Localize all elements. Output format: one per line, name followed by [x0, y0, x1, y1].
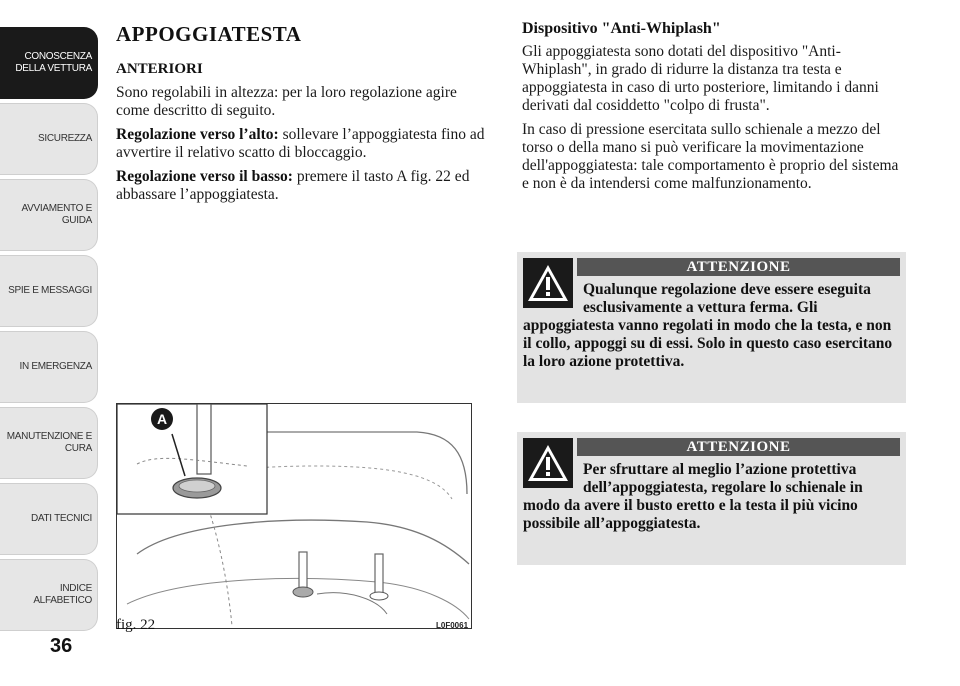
warning-heading: ATTENZIONE [577, 438, 900, 456]
tab-label: SICUREZZA [38, 133, 92, 144]
tab-label: CONOSCENZA DELLA VETTURA [15, 51, 92, 74]
warning-text-content: Per sfruttare al meglio l’azione protettiva dell’appoggiatesta, regolare lo schienale in modo da avere il busto eretto e la testa il più vicino possibile all’appoggiatesta. [523, 461, 863, 532]
right-column [522, 20, 908, 199]
adjust-down-text: premere il tasto A fig. 22 ed abbassare l’appoggiatesta. [116, 168, 470, 203]
adjust-up-label: Regolazione verso l’alto: [116, 126, 279, 143]
figure-code: L0F0061 [436, 621, 469, 630]
adjust-up-paragraph [116, 126, 488, 162]
tab-sicurezza[interactable] [0, 103, 98, 175]
tab-label: IN EMERGENZA [19, 361, 92, 372]
tab-label: INDICE ALFABETICO [33, 583, 92, 606]
headrest-figure [116, 403, 472, 629]
section-title: APPOGGIATESTA [116, 22, 302, 46]
tab-label: DATI TECNICI [30, 513, 92, 524]
warning-heading: ATTENZIONE [577, 258, 900, 276]
subsection-title: ANTERIORI [116, 61, 203, 77]
anti-whiplash-heading: Dispositivo "Anti-Whiplash" [522, 20, 721, 37]
headrest-illustration [117, 404, 471, 628]
warning-text [523, 461, 900, 533]
anti-whiplash-paragraph-2: In caso di pressione esercitata sullo schienale a mezzo del torso o della mano si può verificare la movimentazione dell'appoggiatesta: tale comportamento è proprio del sistema e non è da intendersi come malfunzionamento. [522, 121, 899, 192]
callout-a [151, 408, 173, 430]
tab-label: SPIE E MESSAGGI [8, 285, 92, 296]
tab-manutenzione-e-cura[interactable] [0, 407, 98, 479]
tab-in-emergenza[interactable] [0, 331, 98, 403]
tab-label: AVVIAMENTO E GUIDA [21, 203, 92, 226]
tab-conoscenza-della-vettura[interactable] [0, 27, 98, 99]
intro-paragraph: Sono regolabili in altezza: per la loro regolazione agire come descritto di seguito. [116, 84, 457, 119]
page-number: 36 [50, 635, 73, 657]
adjust-up-text: sollevare l’appoggiatesta fino ad avvertire il relativo scatto di bloccaggio. [116, 126, 485, 161]
tab-dati-tecnici[interactable] [0, 483, 98, 555]
warning-box-2 [517, 432, 906, 565]
warning-box-1 [517, 252, 906, 403]
callout-label: A [156, 411, 168, 427]
warning-text [523, 281, 900, 371]
warning-text-content: Qualunque regolazione deve essere eseguita esclusivamente a vettura ferma. Gli appoggiatesta vanno regolati in modo che la testa, e non il collo, appoggi su di essi. Solo in questo caso esercitano la loro azione protettiva. [523, 281, 893, 370]
tab-spie-e-messaggi[interactable] [0, 255, 98, 327]
left-column [116, 22, 488, 210]
adjust-down-label: Regolazione verso il basso: [116, 168, 293, 185]
tab-indice-alfabetico[interactable] [0, 559, 98, 631]
anti-whiplash-paragraph-1: Gli appoggiatesta sono dotati del dispositivo "Anti-Whiplash", in grado di ridurre la distanza tra testa e appoggiatesta in caso di urto posteriore, limitando i danni derivati dal cosiddetto "colpo di frusta". [522, 43, 879, 114]
tab-avviamento-e-guida[interactable] [0, 179, 98, 251]
adjust-down-paragraph [116, 168, 488, 204]
tab-label: MANUTENZIONE E CURA [6, 431, 92, 454]
figure-caption: fig. 22 [116, 617, 156, 633]
